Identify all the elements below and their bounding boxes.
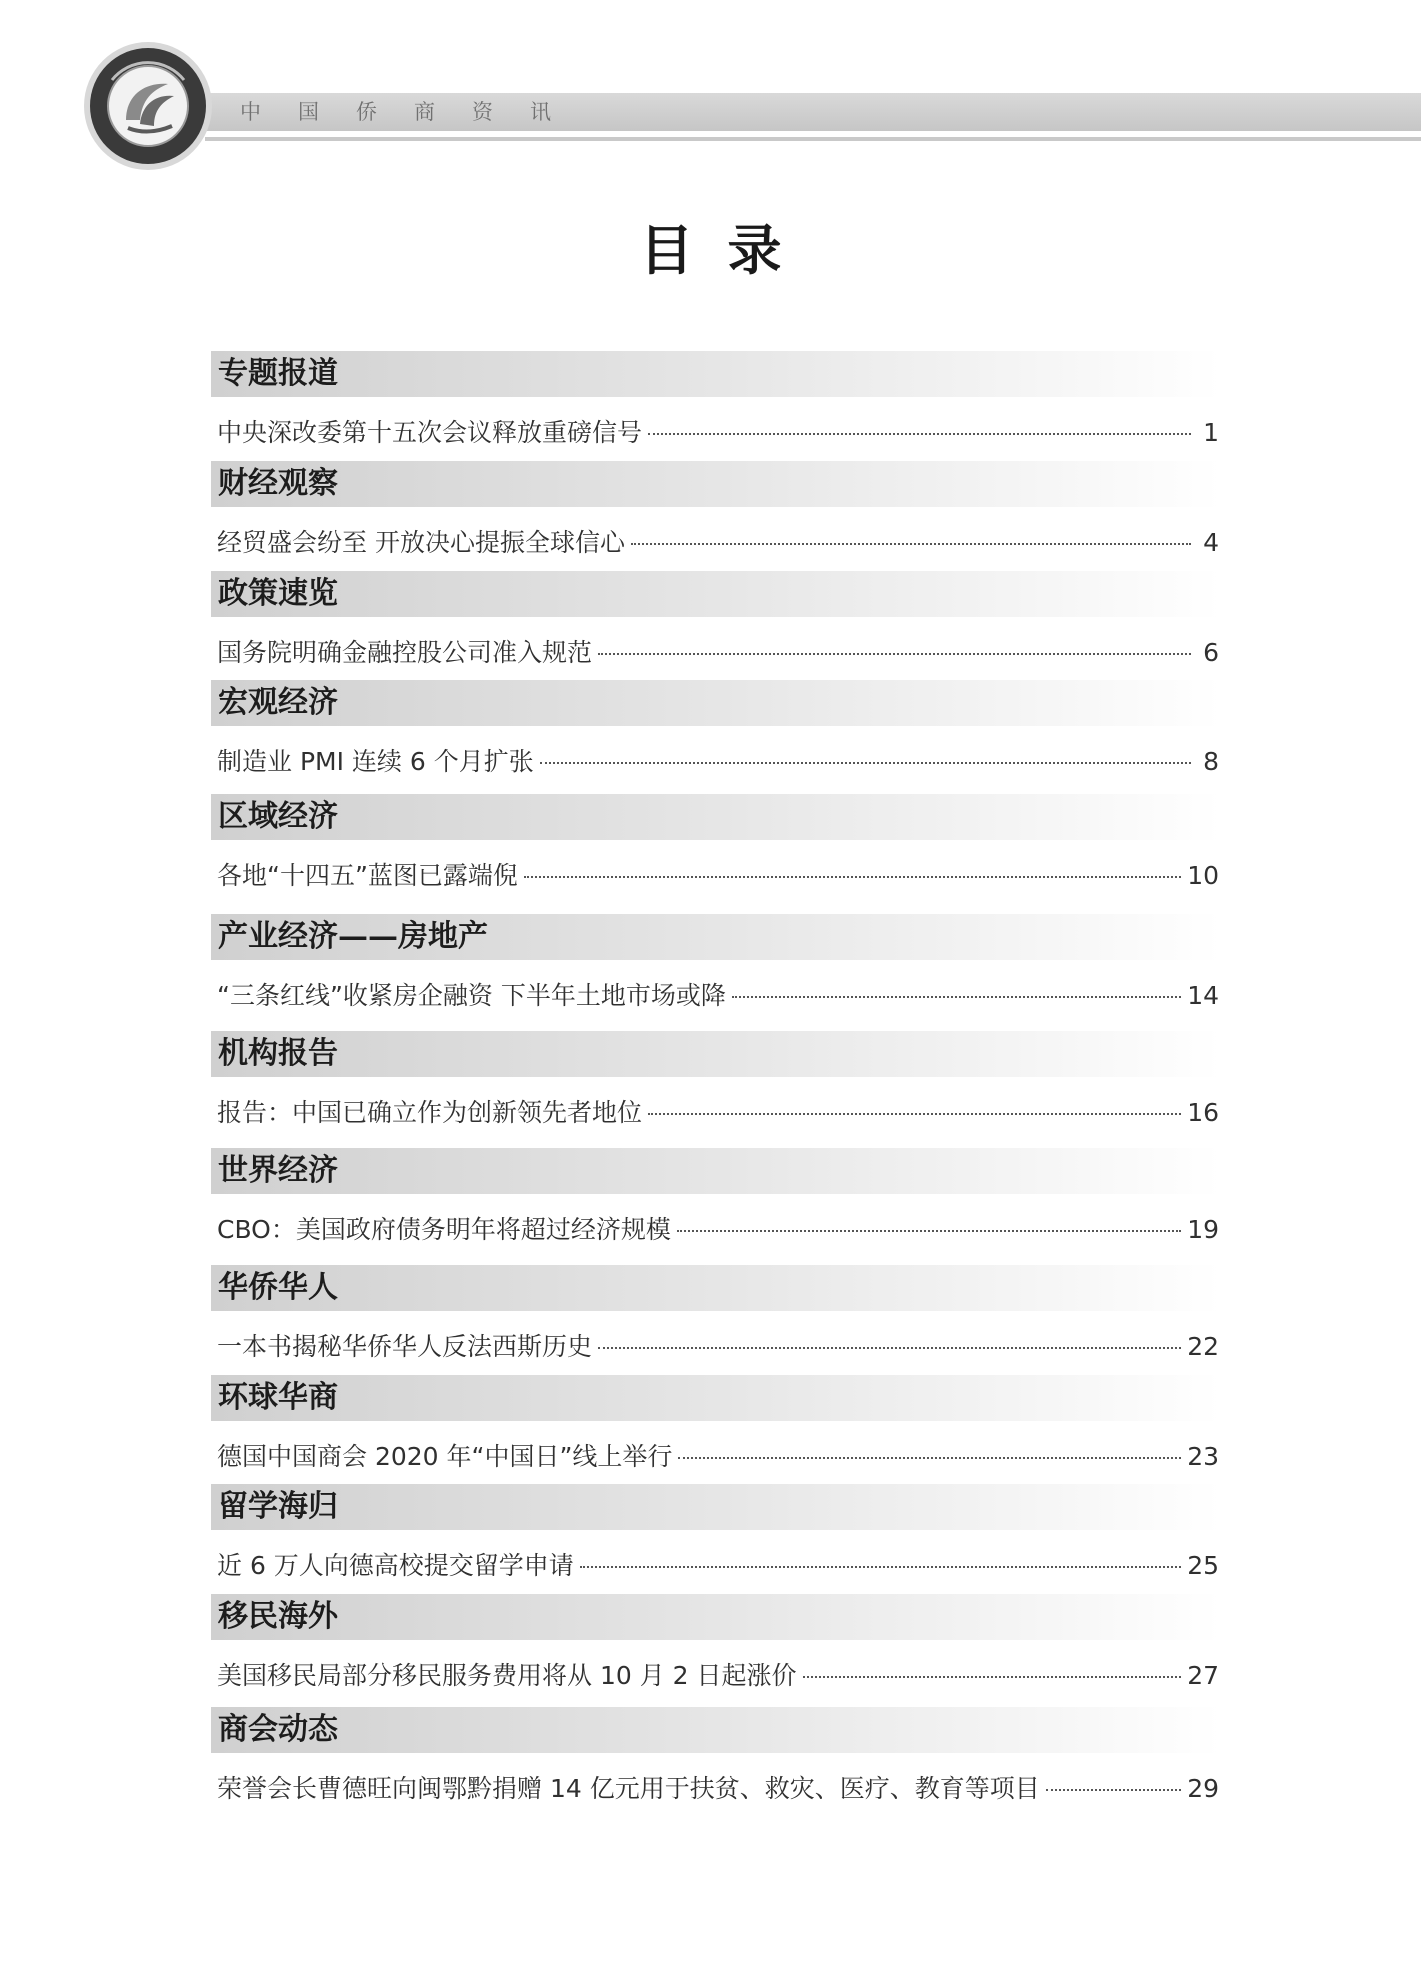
entry-title: 近 6 万人向德高校提交留学申请	[217, 1551, 574, 1580]
toc-section	[211, 914, 1221, 1010]
toc-section	[211, 794, 1221, 890]
toc-entry[interactable]	[211, 742, 1219, 776]
entry-title: 中央深改委第十五次会议释放重磅信号	[217, 418, 643, 447]
entry-title: “三条红线”收紧房企融资 下半年土地市场或降	[217, 981, 726, 1010]
section-heading: 区域经济	[211, 794, 1221, 840]
page-number: 27	[1187, 1661, 1219, 1690]
dot-leader	[648, 1113, 1181, 1115]
section-heading: 环球华商	[211, 1375, 1221, 1421]
section-heading: 世界经济	[211, 1148, 1221, 1194]
entry-title: 一本书揭秘华侨华人反法西斯历史	[217, 1332, 593, 1361]
dot-leader	[677, 1230, 1181, 1232]
section-heading: 专题报道	[211, 351, 1221, 397]
dot-leader	[678, 1457, 1181, 1459]
toc-entry[interactable]	[211, 413, 1219, 447]
toc-section	[211, 680, 1221, 776]
entry-title: CBO：美国政府债务明年将超过经济规模	[217, 1215, 671, 1244]
page-number: 19	[1187, 1215, 1219, 1244]
entry-title: 制造业 PMI 连续 6 个月扩张	[217, 747, 534, 776]
section-heading: 财经观察	[211, 461, 1221, 507]
section-heading: 产业经济——房地产	[211, 914, 1221, 960]
page-number: 25	[1187, 1551, 1219, 1580]
toc-section	[211, 1484, 1221, 1580]
dot-leader	[598, 1347, 1181, 1349]
page-number: 16	[1187, 1098, 1219, 1127]
section-heading: 留学海归	[211, 1484, 1221, 1530]
toc-entry[interactable]	[211, 1327, 1219, 1361]
toc-entry[interactable]	[211, 856, 1219, 890]
toc-section	[211, 1375, 1221, 1471]
dot-leader	[803, 1676, 1182, 1678]
header-title: 中国侨商资讯	[240, 100, 588, 124]
entry-title: 经贸盛会纷至 开放决心提振全球信心	[217, 528, 625, 557]
page-number: 4	[1203, 528, 1219, 557]
toc-entry[interactable]	[211, 1437, 1219, 1471]
toc-entry[interactable]	[211, 1546, 1219, 1580]
page-number: 10	[1187, 861, 1219, 890]
page-number: 29	[1187, 1774, 1219, 1803]
toc-entry[interactable]	[211, 976, 1219, 1010]
dot-leader	[631, 543, 1191, 545]
dot-leader	[540, 762, 1191, 764]
toc-entry[interactable]	[211, 523, 1219, 557]
page-number: 6	[1203, 638, 1219, 667]
toc-entry[interactable]	[211, 1210, 1219, 1244]
toc-entry[interactable]	[211, 1093, 1219, 1127]
toc-section	[211, 571, 1221, 667]
toc-section	[211, 461, 1221, 557]
chamber-logo-icon	[82, 40, 214, 172]
entry-title: 报告：中国已确立作为创新领先者地位	[217, 1098, 643, 1127]
section-heading: 华侨华人	[211, 1265, 1221, 1311]
entry-title: 各地“十四五”蓝图已露端倪	[217, 861, 518, 890]
dot-leader	[598, 653, 1191, 655]
dot-leader	[524, 876, 1181, 878]
entry-title: 美国移民局部分移民服务费用将从 10 月 2 日起涨价	[217, 1661, 797, 1690]
entry-title: 国务院明确金融控股公司准入规范	[217, 638, 593, 667]
page-number: 23	[1187, 1442, 1219, 1471]
toc-entry[interactable]	[211, 633, 1219, 667]
toc-entry[interactable]	[211, 1656, 1219, 1690]
entry-title: 德国中国商会 2020 年“中国日”线上举行	[217, 1442, 673, 1471]
header-divider	[205, 137, 1421, 141]
toc-section	[211, 1031, 1221, 1127]
dot-leader	[580, 1566, 1181, 1568]
page-title: 目录	[639, 219, 816, 282]
entry-title: 荣誉会长曹德旺向闽鄂黔捐赠 14 亿元用于扶贫、救灾、医疗、教育等项目	[217, 1774, 1040, 1803]
page-number: 22	[1187, 1332, 1219, 1361]
page-number: 14	[1187, 981, 1219, 1010]
toc-entry[interactable]	[211, 1769, 1219, 1803]
dot-leader	[1046, 1789, 1181, 1791]
section-heading: 政策速览	[211, 571, 1221, 617]
toc-section	[211, 1594, 1221, 1690]
section-heading: 机构报告	[211, 1031, 1221, 1077]
page-number: 8	[1203, 747, 1219, 776]
dot-leader	[648, 433, 1191, 435]
dot-leader	[732, 996, 1181, 998]
toc-section	[211, 1707, 1221, 1803]
section-heading: 宏观经济	[211, 680, 1221, 726]
toc-section	[211, 351, 1221, 447]
section-heading: 移民海外	[211, 1594, 1221, 1640]
section-heading: 商会动态	[211, 1707, 1221, 1753]
page-number: 1	[1203, 418, 1219, 447]
toc-section	[211, 1148, 1221, 1244]
toc-section	[211, 1265, 1221, 1361]
